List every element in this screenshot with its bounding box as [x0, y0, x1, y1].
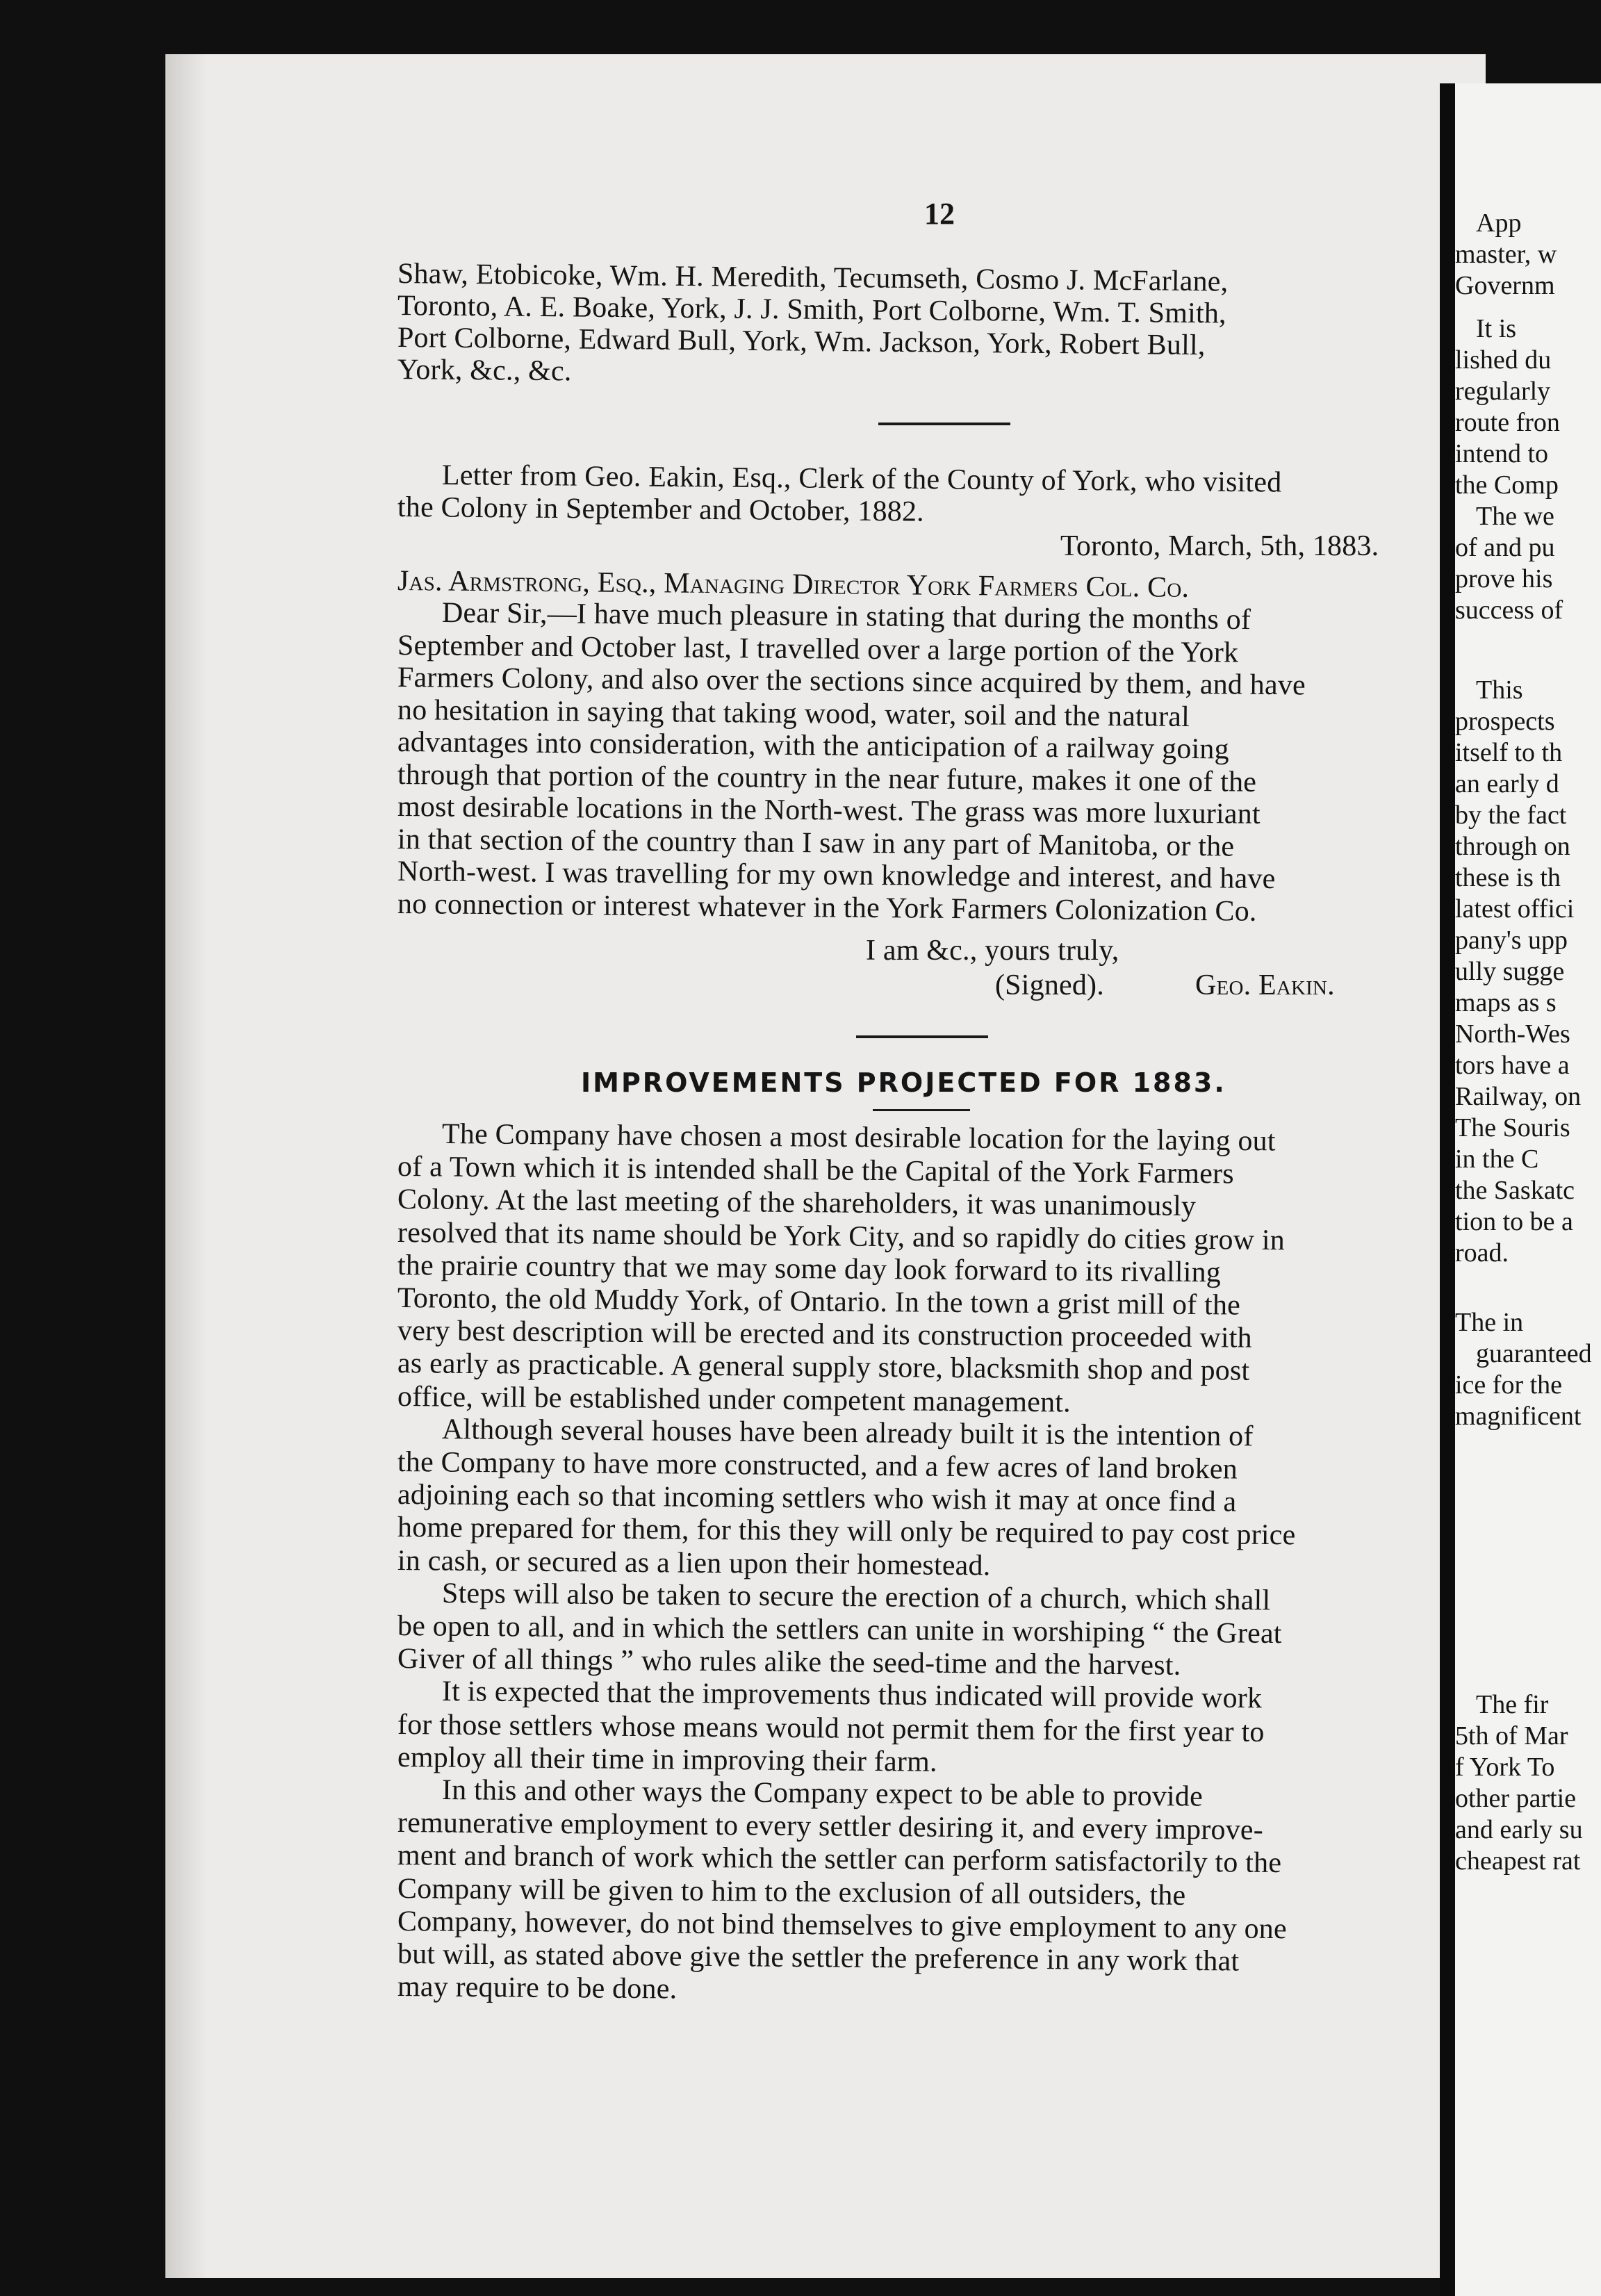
letter-dateline: Toronto, March, 5th, 1883. — [1060, 530, 1379, 562]
facing-page-fragment: This — [1476, 675, 1523, 705]
improvements-line: Giver of all things ” who rules alike the seed-time and the harvest. — [397, 1643, 1181, 1682]
signed-label: (Signed). — [995, 969, 1104, 1001]
facing-page-fragment: It is — [1476, 314, 1517, 343]
improvements-line: Company will be given to him to the exclusion of all outsiders, the — [397, 1872, 1186, 1912]
facing-page-fragment: The we — [1476, 502, 1554, 531]
improvements-line: In this and other ways the Company expect to be able to provide — [441, 1774, 1204, 1813]
letter-addressee: Jas. Armstrong, Esq., Managing Director York Farmers Col. Co. — [397, 565, 1190, 604]
section-heading: IMPROVEMENTS PROJECTED FOR 1883. — [581, 1067, 1226, 1098]
facing-page-fragment: itself to th — [1455, 738, 1563, 767]
facing-page-fragment: pany's upp — [1455, 926, 1568, 955]
letter-body-line: no connection or interest whatever in the York Farmers Colonization Co. — [397, 887, 1257, 928]
improvements-line: as early as practicable. A general supply store, blacksmith shop and post — [397, 1347, 1250, 1388]
facing-page-fragment: prospects — [1455, 707, 1555, 736]
page-binding-shadow — [165, 54, 207, 2278]
page-number: 12 — [924, 197, 955, 231]
improvements-line: very best description will be erected and its construction proceeded with — [397, 1315, 1253, 1354]
improvements-line: the Company to have more constructed, and a few acres of land broken — [397, 1446, 1238, 1486]
facing-page-fragment: in the C — [1455, 1145, 1539, 1174]
facing-page-fragment: other partie — [1455, 1784, 1577, 1813]
improvements-line: for those settlers whose means would not permit them for the first year to — [397, 1708, 1265, 1748]
improvements-line: Although several houses have been already built it is the intention of — [441, 1413, 1254, 1452]
letter-body-line: September and October last, I travelled over a large portion of the York — [397, 629, 1239, 669]
facing-page-fragment: these is th — [1455, 863, 1561, 892]
facing-page-fragment: the Saskatc — [1455, 1176, 1575, 1205]
heading-underline — [873, 1109, 970, 1111]
letter-intro-line: the Colony in September and October, 1882. — [397, 491, 925, 528]
facing-page-fragment: the Comp — [1455, 470, 1559, 500]
facing-page-fragment: success of — [1455, 596, 1563, 625]
improvements-line: home prepared for them, for this they will only be required to pay cost price — [397, 1511, 1296, 1552]
facing-page-fragment: guaranteed — [1476, 1339, 1592, 1368]
letter-body-line: North-west. I was travelling for my own knowledge and interest, and have — [397, 855, 1276, 896]
facing-page-fragment: intend to — [1455, 439, 1549, 468]
improvements-line: It is expected that the improvements thus indicated will provide work — [441, 1675, 1263, 1715]
letter-body-line: Dear Sir,—I have much pleasure in stating that during the months of — [441, 597, 1251, 637]
facing-page-fragment: App — [1476, 208, 1522, 238]
improvements-line: Colony. At the last meeting of the shareholders, it was unanimously — [397, 1183, 1197, 1223]
letter-body-line: no hesitation in saying that taking wood, water, soil and the natural — [397, 694, 1190, 733]
improvements-line: but will, as stated above give the settler the preference in any work that — [397, 1938, 1240, 1978]
names-line: Port Colborne, Edward Bull, York, Wm. Jackson, York, Robert Bull, — [397, 322, 1206, 362]
facing-page-fragment: tors have a — [1455, 1051, 1570, 1080]
names-line: York, &c., &c. — [397, 354, 572, 388]
facing-page-fragment: The fir — [1476, 1690, 1549, 1719]
improvements-line: office, will be established under competent management. — [397, 1380, 1072, 1419]
improvements-line: of a Town which it is intended shall be the Capital of the York Farmers — [397, 1151, 1234, 1190]
section-divider — [878, 423, 1010, 425]
improvements-line: remunerative employment to every settler desiring it, and every improve- — [397, 1807, 1264, 1847]
facing-page-fragment: of and pu — [1455, 533, 1555, 562]
facing-page-fragment: Governm — [1455, 271, 1555, 300]
facing-page-fragment: tion to be a — [1455, 1207, 1573, 1236]
facing-page-fragment: prove his — [1455, 564, 1553, 593]
book-gutter — [1440, 83, 1455, 2296]
facing-page-fragment: through on — [1455, 832, 1570, 861]
improvements-line: The Company have chosen a most desirable location for the laying out — [441, 1118, 1276, 1158]
facing-page-fragment: magnificent — [1455, 1402, 1582, 1431]
letter-closing: I am &c., yours truly, — [866, 935, 1119, 967]
improvements-line: the prairie country that we may some day look forward to its rivalling — [397, 1249, 1222, 1289]
improvements-line: Company, however, do not bind themselves to give employment to any one — [397, 1905, 1288, 1945]
facing-page-fragment: by the fact — [1455, 801, 1567, 830]
improvements-line: ment and branch of work which the settler can perform satisfactorily to the — [397, 1839, 1282, 1880]
improvements-line: in cash, or secured as a lien upon their homestead. — [397, 1544, 991, 1582]
improvements-line: may require to be done. — [397, 1971, 678, 2006]
facing-page-fragment: and early su — [1455, 1815, 1583, 1844]
letter-intro-line: Letter from Geo. Eakin, Esq., Clerk of the County of York, who visited — [441, 459, 1282, 499]
section-divider — [856, 1035, 988, 1038]
facing-page-fragment: regularly — [1455, 377, 1551, 406]
facing-page-fragment: an early d — [1455, 769, 1559, 798]
signature: Geo. Eakin. — [1195, 969, 1335, 1001]
improvements-line: resolved that its name should be York City, and so rapidly do cities grow in — [397, 1216, 1286, 1256]
improvements-line: be open to all, and in which the settlers can unite in worshiping “ the Great — [397, 1610, 1282, 1650]
letter-body-line: most desirable locations in the North-west. The grass was more luxuriant — [397, 791, 1261, 830]
facing-page-fragment: The Souris — [1455, 1113, 1570, 1142]
names-line: Shaw, Etobicoke, Wm. H. Meredith, Tecumseth, Cosmo J. McFarlane, — [397, 258, 1229, 298]
facing-page-fragment: lished du — [1455, 345, 1552, 375]
letter-body-line: advantages into consideration, with the anticipation of a railway going — [397, 726, 1230, 766]
letter-body-line: through that portion of the country in the near future, makes it one of the — [397, 758, 1257, 798]
facing-page-fragment: latest offici — [1455, 894, 1575, 924]
facing-page-fragment: The in — [1455, 1308, 1524, 1337]
improvements-line: Steps will also be taken to secure the erection of a church, which shall — [441, 1577, 1271, 1617]
facing-page-fragment: ice for the — [1455, 1370, 1563, 1400]
facing-page-fragment: North-Wes — [1455, 1019, 1570, 1049]
facing-page-fragment: cheapest rat — [1455, 1846, 1581, 1876]
facing-page-fragment: ully sugge — [1455, 957, 1565, 986]
facing-page-fragment: road. — [1455, 1238, 1509, 1268]
facing-page-fragment: maps as s — [1455, 988, 1557, 1017]
facing-page-fragment: route fron — [1455, 408, 1560, 437]
improvements-line: employ all their time in improving their farm. — [397, 1741, 937, 1778]
improvements-line: Toronto, the old Muddy York, of Ontario. In the town a grist mill of the — [397, 1282, 1241, 1322]
facing-page — [1455, 83, 1601, 2296]
letter-body-line: in that section of the country than I saw in any part of Manitoba, or the — [397, 823, 1235, 863]
facing-page-fragment: master, w — [1455, 240, 1557, 269]
letter-body-line: Farmers Colony, and also over the sections since acquired by them, and have — [397, 662, 1306, 702]
facing-page-fragment: 5th of Mar — [1455, 1721, 1568, 1750]
facing-page-fragment: Railway, on — [1455, 1082, 1582, 1111]
names-line: Toronto, A. E. Boake, York, J. J. Smith, Port Colborne, Wm. T. Smith, — [397, 290, 1226, 330]
facing-page-fragment: f York To — [1455, 1753, 1555, 1782]
improvements-line: adjoining each so that incoming settlers who wish it may at once find a — [397, 1479, 1237, 1518]
